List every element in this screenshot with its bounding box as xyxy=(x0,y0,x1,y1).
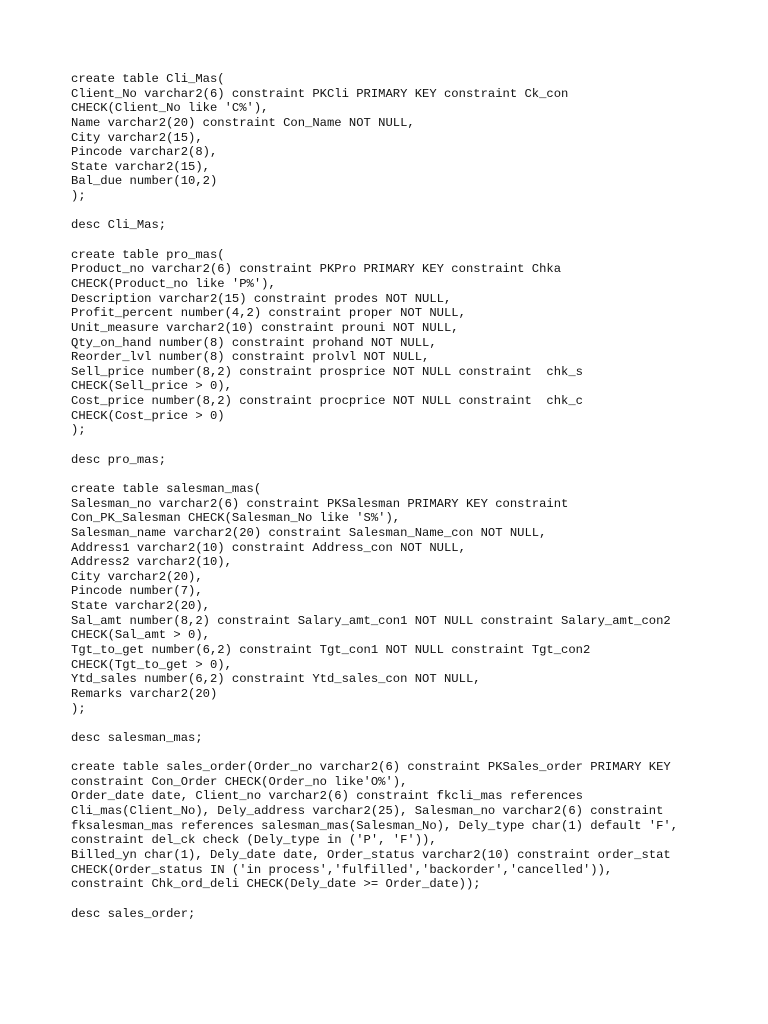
code-line: State varchar2(20), xyxy=(71,599,210,614)
code-line: Salesman_no varchar2(6) constraint PKSalesman PRIMARY KEY constraint xyxy=(71,496,569,511)
code-line: Con_PK_Salesman CHECK(Salesman_No like 'S%'), xyxy=(71,511,401,526)
code-line: create table pro_mas( xyxy=(71,247,225,262)
code-line: constraint Con_Order CHECK(Order_no like'O%'), xyxy=(71,774,408,789)
code-line: ); xyxy=(71,423,86,438)
code-line: desc sales_order; xyxy=(71,906,196,921)
code-line: constraint Chk_ord_deli CHECK(Dely_date >= Order_date)); xyxy=(71,877,481,892)
code-line: Sal_amt number(8,2) constraint Salary_amt_con1 NOT NULL constraint Salary_amt_con2 xyxy=(71,613,671,628)
code-line: Qty_on_hand number(8) constraint prohand NOT NULL, xyxy=(71,335,437,350)
code-line: create table Cli_Mas( xyxy=(71,72,225,86)
code-line: create table sales_order(Order_no varchar2(6) constraint PKSales_order PRIMARY KEY xyxy=(71,760,671,775)
code-line: CHECK(Client_No like 'C%'), xyxy=(71,101,269,116)
code-line: CHECK(Tgt_to_get > 0), xyxy=(71,657,232,672)
code-line: Salesman_name varchar2(20) constraint Salesman_Name_con NOT NULL, xyxy=(71,525,547,540)
code-line: desc pro_mas; xyxy=(71,452,167,467)
code-line xyxy=(71,745,761,760)
code-line: CHECK(Cost_price > 0) xyxy=(71,408,225,423)
code-line xyxy=(71,892,761,907)
code-line: Pincode varchar2(8), xyxy=(71,145,218,160)
code-line: Name varchar2(20) constraint Con_Name NOT NULL, xyxy=(71,115,415,130)
code-line: City varchar2(20), xyxy=(71,569,203,584)
code-line: Order_date date, Client_no varchar2(6) constraint fkcli_mas references xyxy=(71,789,583,804)
code-line: Description varchar2(15) constraint prodes NOT NULL, xyxy=(71,291,452,306)
code-line: constraint del_ck check (Dely_type in ('P', 'F')), xyxy=(71,833,437,848)
code-line: Cost_price number(8,2) constraint procprice NOT NULL constraint chk_c xyxy=(71,394,583,409)
code-line xyxy=(71,467,761,482)
code-line: Cli_mas(Client_No), Dely_address varchar2(25), Salesman_no varchar2(6) constraint xyxy=(71,804,664,819)
code-line: create table salesman_mas( xyxy=(71,481,262,496)
code-line: Remarks varchar2(20) xyxy=(71,686,218,701)
code-line: CHECK(Order_status IN ('in process','fulfilled','backorder','cancelled')), xyxy=(71,862,613,877)
code-line xyxy=(71,233,761,248)
code-line: CHECK(Product_no like 'P%'), xyxy=(71,276,276,291)
code-line: Profit_percent number(4,2) constraint proper NOT NULL, xyxy=(71,306,466,321)
code-line: Address2 varchar2(10), xyxy=(71,555,232,570)
code-line: Address1 varchar2(10) constraint Address_con NOT NULL, xyxy=(71,540,466,555)
code-line: fksalesman_mas references salesman_mas(Salesman_No), Dely_type char(1) default 'F', xyxy=(71,818,679,833)
code-line: State varchar2(15), xyxy=(71,159,210,174)
code-line: Product_no varchar2(6) constraint PKPro PRIMARY KEY constraint Chka xyxy=(71,262,562,277)
code-line: desc salesman_mas; xyxy=(71,730,203,745)
code-line: Bal_due number(10,2) xyxy=(71,174,218,189)
code-line: Tgt_to_get number(6,2) constraint Tgt_con1 NOT NULL constraint Tgt_con2 xyxy=(71,642,591,657)
code-line: Pincode number(7), xyxy=(71,584,203,599)
code-line xyxy=(71,204,761,219)
code-line: ); xyxy=(71,701,86,716)
code-line: Client_No varchar2(6) constraint PKCli PRIMARY KEY constraint Ck_con xyxy=(71,86,569,101)
code-line: Ytd_sales number(6,2) constraint Ytd_sales_con NOT NULL, xyxy=(71,672,481,687)
code-line: Unit_measure varchar2(10) constraint prouni NOT NULL, xyxy=(71,320,459,335)
code-line: Billed_yn char(1), Dely_date date, Order_status varchar2(10) constraint order_stat xyxy=(71,847,671,862)
code-line: CHECK(Sal_amt > 0), xyxy=(71,628,210,643)
code-line: CHECK(Sell_price > 0), xyxy=(71,379,232,394)
code-line xyxy=(71,716,761,731)
code-line: Sell_price number(8,2) constraint prosprice NOT NULL constraint chk_s xyxy=(71,364,583,379)
code-line: ); xyxy=(71,189,86,204)
document-page xyxy=(71,72,761,921)
code-line: Reorder_lvl number(8) constraint prolvl NOT NULL, xyxy=(71,350,430,365)
code-line xyxy=(71,438,761,453)
code-line: City varchar2(15), xyxy=(71,130,203,145)
code-line: desc Cli_Mas; xyxy=(71,218,167,233)
